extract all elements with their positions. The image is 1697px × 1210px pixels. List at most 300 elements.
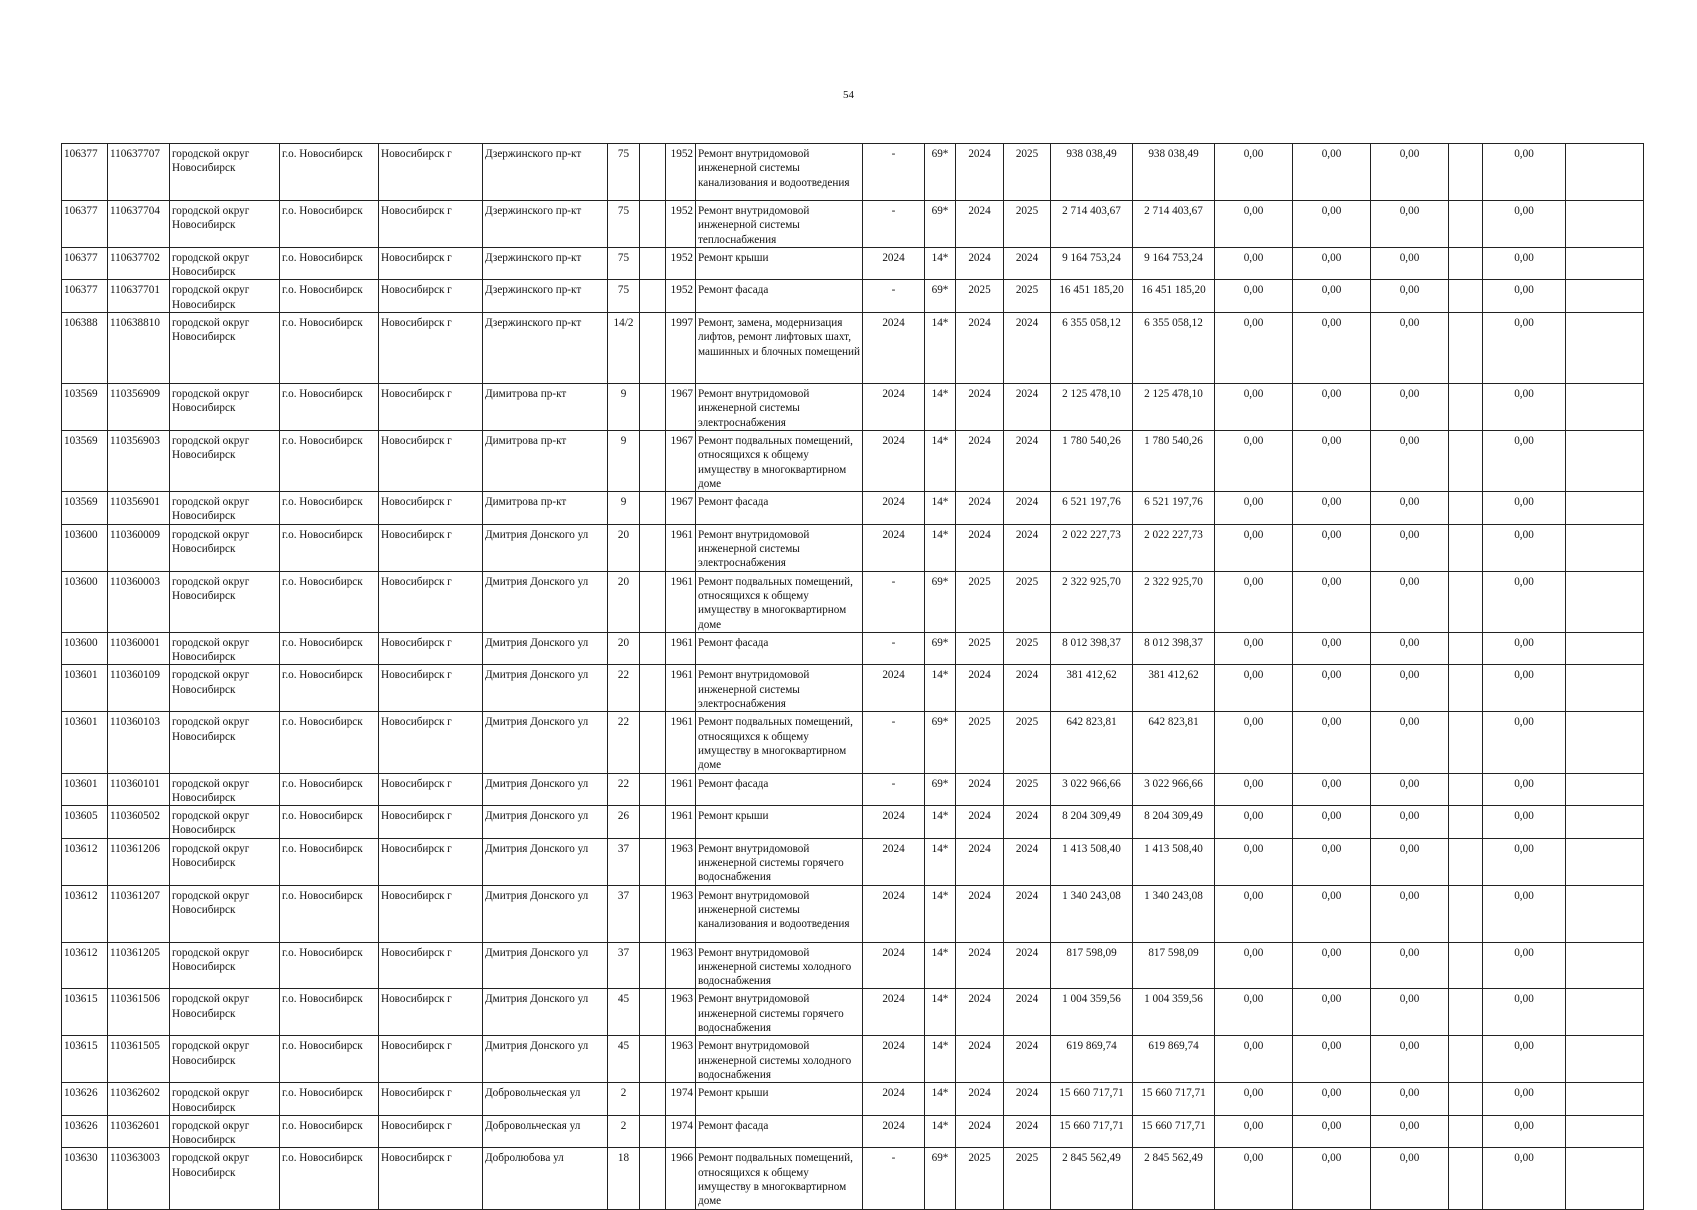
cell-object-id: 110637704 bbox=[108, 201, 170, 248]
cell-year: 1961 bbox=[666, 773, 696, 806]
cell-street: Дмитрия Донского ул bbox=[483, 665, 608, 712]
cell-budget-4: 0,00 bbox=[1483, 942, 1566, 989]
cell-empty bbox=[1449, 989, 1483, 1036]
cell-work-type: Ремонт подвальных помещений, относящихся к общему имуществу в многоквартирном доме bbox=[696, 1148, 863, 1209]
cell-plan-end: 2024 bbox=[1004, 1083, 1051, 1116]
cell-plan-start: 2024 bbox=[956, 1036, 1004, 1083]
cell-cost-fund: 2 845 562,49 bbox=[1133, 1148, 1215, 1209]
cell-city: Новосибирск г bbox=[379, 384, 483, 431]
cell-street: Дмитрия Донского ул bbox=[483, 1036, 608, 1083]
cell-street: Дзержинского пр-кт bbox=[483, 247, 608, 280]
cell-cost-total: 1 004 359,56 bbox=[1051, 989, 1133, 1036]
cell-empty bbox=[1566, 942, 1644, 989]
table-row bbox=[62, 384, 1644, 431]
cell-district: городской округ Новосибирск bbox=[170, 144, 280, 201]
cell-code: 103612 bbox=[62, 885, 108, 942]
cell-work-type: Ремонт фасада bbox=[696, 632, 863, 665]
cell-municipality: г.о. Новосибирск bbox=[280, 942, 379, 989]
cell-budget-4: 0,00 bbox=[1483, 1148, 1566, 1209]
cell-empty bbox=[1566, 632, 1644, 665]
cell-plan-end: 2025 bbox=[1004, 712, 1051, 773]
cell-municipality: г.о. Новосибирск bbox=[280, 773, 379, 806]
cell-budget-3: 0,00 bbox=[1371, 524, 1449, 571]
cell-budget-4: 0,00 bbox=[1483, 885, 1566, 942]
cell-plan-start: 2024 bbox=[956, 313, 1004, 384]
cell-plan-end: 2024 bbox=[1004, 1036, 1051, 1083]
cell-budget-4: 0,00 bbox=[1483, 144, 1566, 201]
cell-city: Новосибирск г bbox=[379, 280, 483, 313]
cell-cost-total: 8 012 398,37 bbox=[1051, 632, 1133, 665]
cell-plan-end: 2024 bbox=[1004, 524, 1051, 571]
cell-empty bbox=[1449, 838, 1483, 885]
cell-budget-3: 0,00 bbox=[1371, 1115, 1449, 1148]
cell-prev-year: - bbox=[863, 632, 925, 665]
cell-code: 106377 bbox=[62, 280, 108, 313]
cell-city: Новосибирск г bbox=[379, 632, 483, 665]
cell-cost-total: 2 845 562,49 bbox=[1051, 1148, 1133, 1209]
cell-district: городской округ Новосибирск bbox=[170, 313, 280, 384]
cell-budget-1: 0,00 bbox=[1215, 632, 1293, 665]
cell-work-type: Ремонт внутридомовой инженерной системы холодного водоснабжения bbox=[696, 942, 863, 989]
cell-budget-1: 0,00 bbox=[1215, 942, 1293, 989]
cell-building bbox=[640, 885, 666, 942]
table-row bbox=[62, 430, 1644, 491]
cell-city: Новосибирск г bbox=[379, 885, 483, 942]
cell-empty bbox=[1566, 247, 1644, 280]
cell-city: Новосибирск г bbox=[379, 313, 483, 384]
cell-house: 26 bbox=[608, 806, 640, 839]
cell-city: Новосибирск г bbox=[379, 144, 483, 201]
cell-budget-4: 0,00 bbox=[1483, 430, 1566, 491]
cell-building bbox=[640, 524, 666, 571]
cell-cost-total: 2 022 227,73 bbox=[1051, 524, 1133, 571]
cell-cost-fund: 2 125 478,10 bbox=[1133, 384, 1215, 431]
cell-plan-end: 2025 bbox=[1004, 144, 1051, 201]
cell-cost-fund: 16 451 185,20 bbox=[1133, 280, 1215, 313]
cell-work-type: Ремонт внутридомовой инженерной системы электроснабжения bbox=[696, 524, 863, 571]
cell-year: 1952 bbox=[666, 280, 696, 313]
cell-district: городской округ Новосибирск bbox=[170, 712, 280, 773]
cell-budget-3: 0,00 bbox=[1371, 384, 1449, 431]
cell-budget-2: 0,00 bbox=[1293, 313, 1371, 384]
cell-budget-3: 0,00 bbox=[1371, 712, 1449, 773]
cell-building bbox=[640, 247, 666, 280]
cell-work-type: Ремонт внутридомовой инженерной системы электроснабжения bbox=[696, 384, 863, 431]
cell-object-id: 110360502 bbox=[108, 806, 170, 839]
cell-budget-2: 0,00 bbox=[1293, 430, 1371, 491]
cell-district: городской округ Новосибирск bbox=[170, 384, 280, 431]
cell-share: 69* bbox=[925, 144, 956, 201]
cell-budget-1: 0,00 bbox=[1215, 838, 1293, 885]
cell-cost-total: 3 022 966,66 bbox=[1051, 773, 1133, 806]
cell-empty bbox=[1449, 1083, 1483, 1116]
cell-code: 106388 bbox=[62, 313, 108, 384]
cell-work-type: Ремонт внутридомовой инженерной системы теплоснабжения bbox=[696, 201, 863, 248]
cell-share: 14* bbox=[925, 989, 956, 1036]
cell-empty bbox=[1566, 838, 1644, 885]
cell-street: Дзержинского пр-кт bbox=[483, 280, 608, 313]
cell-prev-year: 2024 bbox=[863, 1036, 925, 1083]
cell-code: 103626 bbox=[62, 1115, 108, 1148]
cell-building bbox=[640, 942, 666, 989]
cell-budget-2: 0,00 bbox=[1293, 1036, 1371, 1083]
cell-empty bbox=[1449, 885, 1483, 942]
cell-code: 103615 bbox=[62, 989, 108, 1036]
cell-budget-2: 0,00 bbox=[1293, 571, 1371, 632]
cell-building bbox=[640, 384, 666, 431]
cell-municipality: г.о. Новосибирск bbox=[280, 989, 379, 1036]
table-row bbox=[62, 1115, 1644, 1148]
cell-empty bbox=[1566, 989, 1644, 1036]
cell-budget-4: 0,00 bbox=[1483, 384, 1566, 431]
cell-plan-start: 2024 bbox=[956, 665, 1004, 712]
cell-year: 1963 bbox=[666, 989, 696, 1036]
cell-object-id: 110637702 bbox=[108, 247, 170, 280]
cell-object-id: 110363003 bbox=[108, 1148, 170, 1209]
cell-prev-year: 2024 bbox=[863, 838, 925, 885]
cell-plan-start: 2024 bbox=[956, 384, 1004, 431]
cell-year: 1966 bbox=[666, 1148, 696, 1209]
cell-year: 1961 bbox=[666, 712, 696, 773]
table-row bbox=[62, 632, 1644, 665]
cell-empty bbox=[1449, 280, 1483, 313]
cell-empty bbox=[1566, 665, 1644, 712]
table-row bbox=[62, 1083, 1644, 1116]
cell-budget-3: 0,00 bbox=[1371, 492, 1449, 525]
cell-street: Дмитрия Донского ул bbox=[483, 989, 608, 1036]
cell-empty bbox=[1566, 313, 1644, 384]
cell-budget-2: 0,00 bbox=[1293, 280, 1371, 313]
cell-budget-1: 0,00 bbox=[1215, 806, 1293, 839]
cell-budget-1: 0,00 bbox=[1215, 144, 1293, 201]
cell-prev-year: 2024 bbox=[863, 313, 925, 384]
cell-plan-end: 2025 bbox=[1004, 571, 1051, 632]
cell-empty bbox=[1566, 571, 1644, 632]
cell-object-id: 110361506 bbox=[108, 989, 170, 1036]
cell-budget-3: 0,00 bbox=[1371, 942, 1449, 989]
cell-municipality: г.о. Новосибирск bbox=[280, 1083, 379, 1116]
cell-budget-2: 0,00 bbox=[1293, 773, 1371, 806]
cell-plan-end: 2024 bbox=[1004, 838, 1051, 885]
cell-municipality: г.о. Новосибирск bbox=[280, 247, 379, 280]
cell-district: городской округ Новосибирск bbox=[170, 773, 280, 806]
cell-work-type: Ремонт внутридомовой инженерной системы электроснабжения bbox=[696, 665, 863, 712]
cell-empty bbox=[1449, 524, 1483, 571]
cell-empty bbox=[1449, 384, 1483, 431]
cell-share: 14* bbox=[925, 665, 956, 712]
cell-district: городской округ Новосибирск bbox=[170, 571, 280, 632]
cell-year: 1963 bbox=[666, 838, 696, 885]
cell-share: 14* bbox=[925, 247, 956, 280]
cell-prev-year: 2024 bbox=[863, 942, 925, 989]
cell-budget-4: 0,00 bbox=[1483, 313, 1566, 384]
cell-budget-1: 0,00 bbox=[1215, 313, 1293, 384]
cell-budget-1: 0,00 bbox=[1215, 201, 1293, 248]
cell-municipality: г.о. Новосибирск bbox=[280, 1036, 379, 1083]
cell-budget-3: 0,00 bbox=[1371, 430, 1449, 491]
cell-cost-fund: 381 412,62 bbox=[1133, 665, 1215, 712]
cell-district: городской округ Новосибирск bbox=[170, 806, 280, 839]
cell-budget-2: 0,00 bbox=[1293, 806, 1371, 839]
cell-work-type: Ремонт фасада bbox=[696, 492, 863, 525]
cell-plan-start: 2024 bbox=[956, 1083, 1004, 1116]
cell-house: 9 bbox=[608, 430, 640, 491]
cell-share: 69* bbox=[925, 201, 956, 248]
cell-share: 14* bbox=[925, 1115, 956, 1148]
cell-city: Новосибирск г bbox=[379, 942, 483, 989]
cell-object-id: 110356909 bbox=[108, 384, 170, 431]
cell-city: Новосибирск г bbox=[379, 1115, 483, 1148]
cell-cost-total: 2 714 403,67 bbox=[1051, 201, 1133, 248]
cell-prev-year: - bbox=[863, 571, 925, 632]
cell-plan-end: 2024 bbox=[1004, 665, 1051, 712]
cell-street: Дзержинского пр-кт bbox=[483, 313, 608, 384]
cell-district: городской округ Новосибирск bbox=[170, 1083, 280, 1116]
cell-cost-fund: 2 322 925,70 bbox=[1133, 571, 1215, 632]
cell-cost-total: 16 451 185,20 bbox=[1051, 280, 1133, 313]
cell-budget-3: 0,00 bbox=[1371, 571, 1449, 632]
cell-budget-3: 0,00 bbox=[1371, 144, 1449, 201]
cell-prev-year: 2024 bbox=[863, 384, 925, 431]
cell-building bbox=[640, 492, 666, 525]
cell-empty bbox=[1566, 885, 1644, 942]
cell-budget-1: 0,00 bbox=[1215, 492, 1293, 525]
cell-budget-3: 0,00 bbox=[1371, 201, 1449, 248]
cell-prev-year: 2024 bbox=[863, 492, 925, 525]
cell-plan-start: 2025 bbox=[956, 571, 1004, 632]
cell-share: 14* bbox=[925, 885, 956, 942]
cell-cost-total: 6 521 197,76 bbox=[1051, 492, 1133, 525]
cell-code: 103615 bbox=[62, 1036, 108, 1083]
cell-share: 14* bbox=[925, 384, 956, 431]
cell-object-id: 110637707 bbox=[108, 144, 170, 201]
cell-code: 103600 bbox=[62, 571, 108, 632]
cell-cost-total: 2 322 925,70 bbox=[1051, 571, 1133, 632]
cell-cost-total: 9 164 753,24 bbox=[1051, 247, 1133, 280]
cell-year: 1974 bbox=[666, 1083, 696, 1116]
cell-work-type: Ремонт внутридомовой инженерной системы канализования и водоотведения bbox=[696, 885, 863, 942]
cell-city: Новосибирск г bbox=[379, 247, 483, 280]
capital-repair-table bbox=[61, 143, 1644, 1210]
table-row bbox=[62, 492, 1644, 525]
table-row bbox=[62, 313, 1644, 384]
cell-object-id: 110638810 bbox=[108, 313, 170, 384]
cell-object-id: 110361505 bbox=[108, 1036, 170, 1083]
cell-budget-2: 0,00 bbox=[1293, 1115, 1371, 1148]
cell-object-id: 110360001 bbox=[108, 632, 170, 665]
cell-budget-3: 0,00 bbox=[1371, 313, 1449, 384]
cell-empty bbox=[1566, 430, 1644, 491]
cell-plan-start: 2024 bbox=[956, 524, 1004, 571]
cell-building bbox=[640, 313, 666, 384]
cell-city: Новосибирск г bbox=[379, 430, 483, 491]
cell-empty bbox=[1566, 492, 1644, 525]
cell-budget-4: 0,00 bbox=[1483, 838, 1566, 885]
cell-code: 103601 bbox=[62, 773, 108, 806]
cell-plan-end: 2024 bbox=[1004, 942, 1051, 989]
cell-district: городской округ Новосибирск bbox=[170, 665, 280, 712]
cell-cost-fund: 3 022 966,66 bbox=[1133, 773, 1215, 806]
cell-prev-year: 2024 bbox=[863, 247, 925, 280]
cell-budget-2: 0,00 bbox=[1293, 838, 1371, 885]
cell-budget-1: 0,00 bbox=[1215, 1083, 1293, 1116]
cell-year: 1974 bbox=[666, 1115, 696, 1148]
cell-code: 103626 bbox=[62, 1083, 108, 1116]
cell-prev-year: 2024 bbox=[863, 524, 925, 571]
cell-cost-fund: 1 004 359,56 bbox=[1133, 989, 1215, 1036]
cell-work-type: Ремонт подвальных помещений, относящихся к общему имуществу в многоквартирном доме bbox=[696, 571, 863, 632]
cell-empty bbox=[1449, 313, 1483, 384]
cell-budget-2: 0,00 bbox=[1293, 524, 1371, 571]
cell-object-id: 110637701 bbox=[108, 280, 170, 313]
cell-year: 1961 bbox=[666, 571, 696, 632]
cell-municipality: г.о. Новосибирск bbox=[280, 430, 379, 491]
cell-plan-end: 2024 bbox=[1004, 989, 1051, 1036]
cell-code: 103601 bbox=[62, 665, 108, 712]
cell-building bbox=[640, 280, 666, 313]
cell-empty bbox=[1566, 1083, 1644, 1116]
cell-plan-end: 2024 bbox=[1004, 313, 1051, 384]
cell-budget-3: 0,00 bbox=[1371, 806, 1449, 839]
cell-work-type: Ремонт крыши bbox=[696, 1083, 863, 1116]
cell-house: 9 bbox=[608, 492, 640, 525]
cell-district: городской округ Новосибирск bbox=[170, 430, 280, 491]
cell-plan-end: 2025 bbox=[1004, 773, 1051, 806]
cell-city: Новосибирск г bbox=[379, 492, 483, 525]
cell-budget-3: 0,00 bbox=[1371, 1148, 1449, 1209]
cell-share: 14* bbox=[925, 1083, 956, 1116]
cell-house: 37 bbox=[608, 885, 640, 942]
cell-house: 45 bbox=[608, 989, 640, 1036]
cell-empty bbox=[1449, 1036, 1483, 1083]
cell-prev-year: 2024 bbox=[863, 665, 925, 712]
cell-budget-4: 0,00 bbox=[1483, 247, 1566, 280]
cell-share: 69* bbox=[925, 1148, 956, 1209]
cell-budget-4: 0,00 bbox=[1483, 571, 1566, 632]
cell-budget-1: 0,00 bbox=[1215, 280, 1293, 313]
cell-year: 1961 bbox=[666, 665, 696, 712]
cell-street: Дмитрия Донского ул bbox=[483, 838, 608, 885]
cell-budget-3: 0,00 bbox=[1371, 989, 1449, 1036]
cell-budget-3: 0,00 bbox=[1371, 665, 1449, 712]
cell-street: Дмитрия Донского ул bbox=[483, 632, 608, 665]
cell-street: Димитрова пр-кт bbox=[483, 384, 608, 431]
cell-plan-start: 2024 bbox=[956, 247, 1004, 280]
cell-budget-1: 0,00 bbox=[1215, 524, 1293, 571]
cell-building bbox=[640, 665, 666, 712]
table-row bbox=[62, 838, 1644, 885]
cell-municipality: г.о. Новосибирск bbox=[280, 1148, 379, 1209]
cell-cost-total: 938 038,49 bbox=[1051, 144, 1133, 201]
cell-street: Дмитрия Донского ул bbox=[483, 942, 608, 989]
cell-share: 14* bbox=[925, 524, 956, 571]
cell-year: 1963 bbox=[666, 885, 696, 942]
cell-city: Новосибирск г bbox=[379, 524, 483, 571]
cell-district: городской округ Новосибирск bbox=[170, 1148, 280, 1209]
cell-plan-start: 2024 bbox=[956, 942, 1004, 989]
cell-budget-1: 0,00 bbox=[1215, 384, 1293, 431]
cell-year: 1961 bbox=[666, 632, 696, 665]
cell-code: 106377 bbox=[62, 201, 108, 248]
cell-building bbox=[640, 144, 666, 201]
cell-plan-start: 2024 bbox=[956, 1115, 1004, 1148]
cell-house: 22 bbox=[608, 712, 640, 773]
cell-cost-fund: 817 598,09 bbox=[1133, 942, 1215, 989]
cell-code: 103612 bbox=[62, 942, 108, 989]
cell-city: Новосибирск г bbox=[379, 571, 483, 632]
cell-house: 75 bbox=[608, 201, 640, 248]
cell-city: Новосибирск г bbox=[379, 773, 483, 806]
cell-budget-2: 0,00 bbox=[1293, 247, 1371, 280]
cell-house: 37 bbox=[608, 838, 640, 885]
page-number: 54 bbox=[843, 89, 854, 101]
cell-plan-start: 2024 bbox=[956, 201, 1004, 248]
cell-code: 106377 bbox=[62, 247, 108, 280]
cell-work-type: Ремонт подвальных помещений, относящихся к общему имуществу в многоквартирном доме bbox=[696, 712, 863, 773]
cell-object-id: 110361205 bbox=[108, 942, 170, 989]
cell-year: 1967 bbox=[666, 492, 696, 525]
cell-code: 103569 bbox=[62, 430, 108, 491]
cell-budget-3: 0,00 bbox=[1371, 773, 1449, 806]
cell-house: 18 bbox=[608, 1148, 640, 1209]
cell-budget-3: 0,00 bbox=[1371, 632, 1449, 665]
cell-district: городской округ Новосибирск bbox=[170, 989, 280, 1036]
cell-budget-2: 0,00 bbox=[1293, 632, 1371, 665]
cell-budget-2: 0,00 bbox=[1293, 492, 1371, 525]
cell-plan-start: 2024 bbox=[956, 773, 1004, 806]
cell-cost-total: 381 412,62 bbox=[1051, 665, 1133, 712]
cell-city: Новосибирск г bbox=[379, 806, 483, 839]
cell-plan-start: 2024 bbox=[956, 989, 1004, 1036]
cell-empty bbox=[1449, 571, 1483, 632]
cell-work-type: Ремонт внутридомовой инженерной системы горячего водоснабжения bbox=[696, 989, 863, 1036]
cell-budget-2: 0,00 bbox=[1293, 201, 1371, 248]
cell-cost-total: 1 780 540,26 bbox=[1051, 430, 1133, 491]
cell-building bbox=[640, 201, 666, 248]
cell-house: 20 bbox=[608, 524, 640, 571]
cell-budget-3: 0,00 bbox=[1371, 280, 1449, 313]
cell-prev-year: 2024 bbox=[863, 430, 925, 491]
cell-empty bbox=[1449, 806, 1483, 839]
cell-city: Новосибирск г bbox=[379, 1083, 483, 1116]
cell-cost-fund: 9 164 753,24 bbox=[1133, 247, 1215, 280]
cell-city: Новосибирск г bbox=[379, 201, 483, 248]
cell-code: 103600 bbox=[62, 524, 108, 571]
cell-share: 69* bbox=[925, 632, 956, 665]
cell-cost-fund: 15 660 717,71 bbox=[1133, 1115, 1215, 1148]
cell-building bbox=[640, 838, 666, 885]
table-row bbox=[62, 712, 1644, 773]
cell-work-type: Ремонт фасада bbox=[696, 1115, 863, 1148]
cell-plan-end: 2025 bbox=[1004, 280, 1051, 313]
cell-prev-year: - bbox=[863, 280, 925, 313]
cell-empty bbox=[1449, 492, 1483, 525]
cell-budget-2: 0,00 bbox=[1293, 989, 1371, 1036]
cell-work-type: Ремонт внутридомовой инженерной системы канализования и водоотведения bbox=[696, 144, 863, 201]
cell-cost-total: 1 340 243,08 bbox=[1051, 885, 1133, 942]
cell-share: 14* bbox=[925, 838, 956, 885]
cell-municipality: г.о. Новосибирск bbox=[280, 665, 379, 712]
cell-building bbox=[640, 1036, 666, 1083]
cell-cost-fund: 2 022 227,73 bbox=[1133, 524, 1215, 571]
cell-city: Новосибирск г bbox=[379, 838, 483, 885]
cell-cost-total: 15 660 717,71 bbox=[1051, 1083, 1133, 1116]
cell-budget-3: 0,00 bbox=[1371, 247, 1449, 280]
cell-plan-end: 2024 bbox=[1004, 885, 1051, 942]
cell-share: 14* bbox=[925, 942, 956, 989]
cell-district: городской округ Новосибирск bbox=[170, 942, 280, 989]
cell-share: 69* bbox=[925, 571, 956, 632]
